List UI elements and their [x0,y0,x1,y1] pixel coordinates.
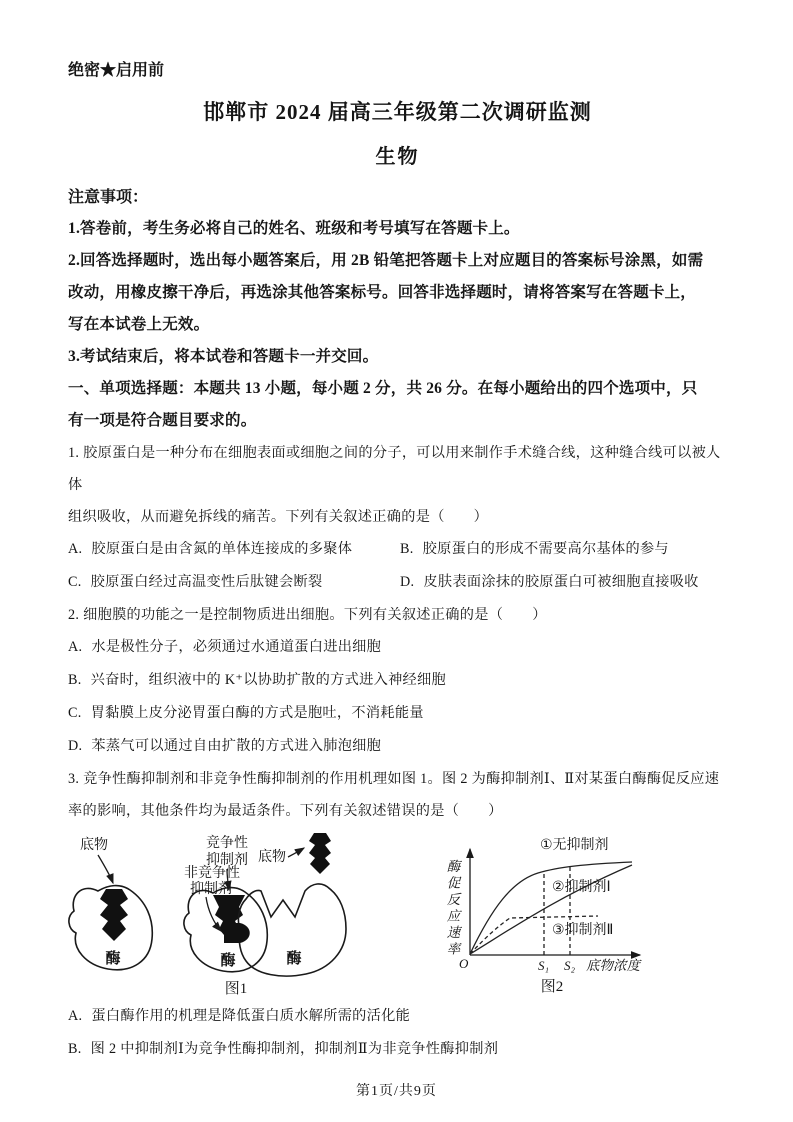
notice-line-4: 写在本试卷上无效。 [68,316,210,333]
fig2-series3-label: ③抑制剂Ⅱ [552,921,614,937]
notice-line-3: 改动，用橡皮擦干净后，再选涂其他答案标号。回答非选择题时，请将答案写在答题卡上， [68,284,697,301]
q1-stem-line-1: 1. 胶原蛋白是一种分布在细胞表面或细胞之间的分子，可以用来制作手术缝合线，这种缝合线可以被人体 [68,445,721,493]
exam-title: 邯郸市 2024 届高三年级第二次调研监测 [203,100,592,124]
q1-option-a [68,533,400,566]
fig2-series2-label: ②抑制剂Ⅰ [552,878,611,894]
q1-option-c-label: C. [68,574,82,590]
fig1-substrate1-arrow [98,855,113,883]
fig1-noncompetitive-label-1: 非竞争性 [184,864,240,880]
fig1-substrate2-label: 底物 [258,848,286,864]
q2-option-a-text: 水是极性分子，必须通过水通道蛋白进出细胞 [91,639,382,655]
fig1-enzyme1-label: 酶 [105,950,121,967]
exam-subject: 生物 [375,146,420,168]
section-heading-line-1: 一、单项选择题：本题共 13 小题，每小题 2 分，共 26 分。在每小题给出的四个选项中，只 [68,380,698,397]
q2-option-b [68,664,727,697]
fig2-tick-s2: S₂ [564,958,576,973]
q1-option-d [400,566,699,599]
q3-option-b [68,1033,727,1066]
fig2-origin-label: O [459,956,469,971]
fig1-substrate2-arrow [288,848,304,857]
q2-option-d-text: 苯蒸气可以通过自由扩散的方式进入肺泡细胞 [91,738,382,754]
notice-line-2: 2.回答选择题时，选出每小题答案后，用 2B 铅笔把答题卡上对应题目的答案标号涂黑，如需 [68,252,704,269]
q1-options-row-2 [68,566,727,599]
q3-stem-line-2: 率的影响，其他条件均为最适条件。下列有关叙述错误的是（ ） [68,803,503,819]
q1-option-a-label: A. [68,541,83,557]
notice-line-1: 1.答卷前，考生务必将自己的姓名、班级和考号填写在答题卡上。 [68,220,520,237]
fig2-y-axis-label: 酶促反应速率 [444,859,460,958]
fig1-competitive-label-2: 抑制剂 [206,851,248,867]
q2-option-c [68,697,727,730]
q2-option-b-label: B. [68,672,82,688]
q3-option-a [68,1000,727,1033]
page-number-footer: 第1页/共9页 [356,1084,437,1099]
q1-option-b [400,533,669,566]
notice-line-5: 3.考试结束后，将本试卷和答题卡一并交回。 [68,348,379,365]
fig1-enzyme2-label: 酶 [220,952,236,969]
figure2-rate-chart [440,833,682,998]
fig2-series1-label: ①无抑制剂 [540,836,609,852]
q3-stem-line-1: 3. 竞争性酶抑制剂和非竞争性酶抑制剂的作用机理如图 1。图 2 为酶抑制剂Ⅰ、Ⅱ对某蛋白酶酶促反应速 [68,771,720,787]
fig2-tick-s1: S₁ [538,958,550,973]
q1-option-d-text: 皮肤表面涂抹的胶原蛋白可被细胞直接吸收 [423,574,699,590]
figure1-enzyme-diagram [68,833,440,998]
substrate2-shape [309,833,331,874]
fig1-noncompetitive-label-2: 抑制剂 [190,880,232,896]
fig1-competitive-label-1: 竞争性 [206,834,248,850]
q1-option-a-text: 胶原蛋白是由含氮的单体连接成的多聚体 [91,541,353,557]
q2-option-b-text: 兴奋时，组织液中的 K⁺以协助扩散的方式进入神经细胞 [90,672,447,688]
figure1-caption: 图1 [224,981,248,997]
section-heading-line-2: 有一项是符合题目要求的。 [68,412,257,429]
q2-option-a [68,631,727,664]
fig1-substrate1-label: 底物 [80,836,108,852]
fig1-enzyme3-label: 酶 [286,950,302,967]
q3-option-b-text: 图 2 中抑制剂Ⅰ为竞争性酶抑制剂，抑制剂Ⅱ为非竞争性酶抑制剂 [90,1041,499,1057]
q1-option-c [68,566,400,599]
q2-option-a-label: A. [68,639,83,655]
q1-option-c-text: 胶原蛋白经过高温变性后肽键会断裂 [90,574,323,590]
q3-option-b-label: B. [68,1041,82,1057]
noncompetitive-inhibitor-shape [224,923,250,943]
q1-option-b-text: 胶原蛋白的形成不需要高尔基体的参与 [422,541,669,557]
q1-option-b-label: B. [400,541,414,557]
substrate1-shape [100,889,128,941]
q1-stem-line-2: 组织吸收，从而避免拆线的痛苦。下列有关叙述正确的是（ ） [68,509,489,525]
q3-option-a-text: 蛋白酶作用的机理是降低蛋白质水解所需的活化能 [91,1008,411,1024]
q1-options-row-1 [68,533,727,566]
q2-option-d-label: D. [68,738,83,754]
figure2-caption: 图2 [540,979,564,995]
q2-stem: 2. 细胞膜的功能之一是控制物质进出细胞。下列有关叙述正确的是（ ） [68,607,547,623]
notice-heading: 注意事项： [68,189,149,206]
q3-option-a-label: A. [68,1008,83,1024]
fig2-x-axis-label: 底物浓度 [586,958,640,973]
q2-option-c-label: C. [68,705,82,721]
security-classification: 绝密★启用前 [68,62,165,79]
q2-option-d [68,730,727,763]
q2-option-c-text: 胃黏膜上皮分泌胃蛋白酶的方式是胞吐，不消耗能量 [90,705,424,721]
q1-option-d-label: D. [400,574,415,590]
q3-figures [68,833,727,998]
